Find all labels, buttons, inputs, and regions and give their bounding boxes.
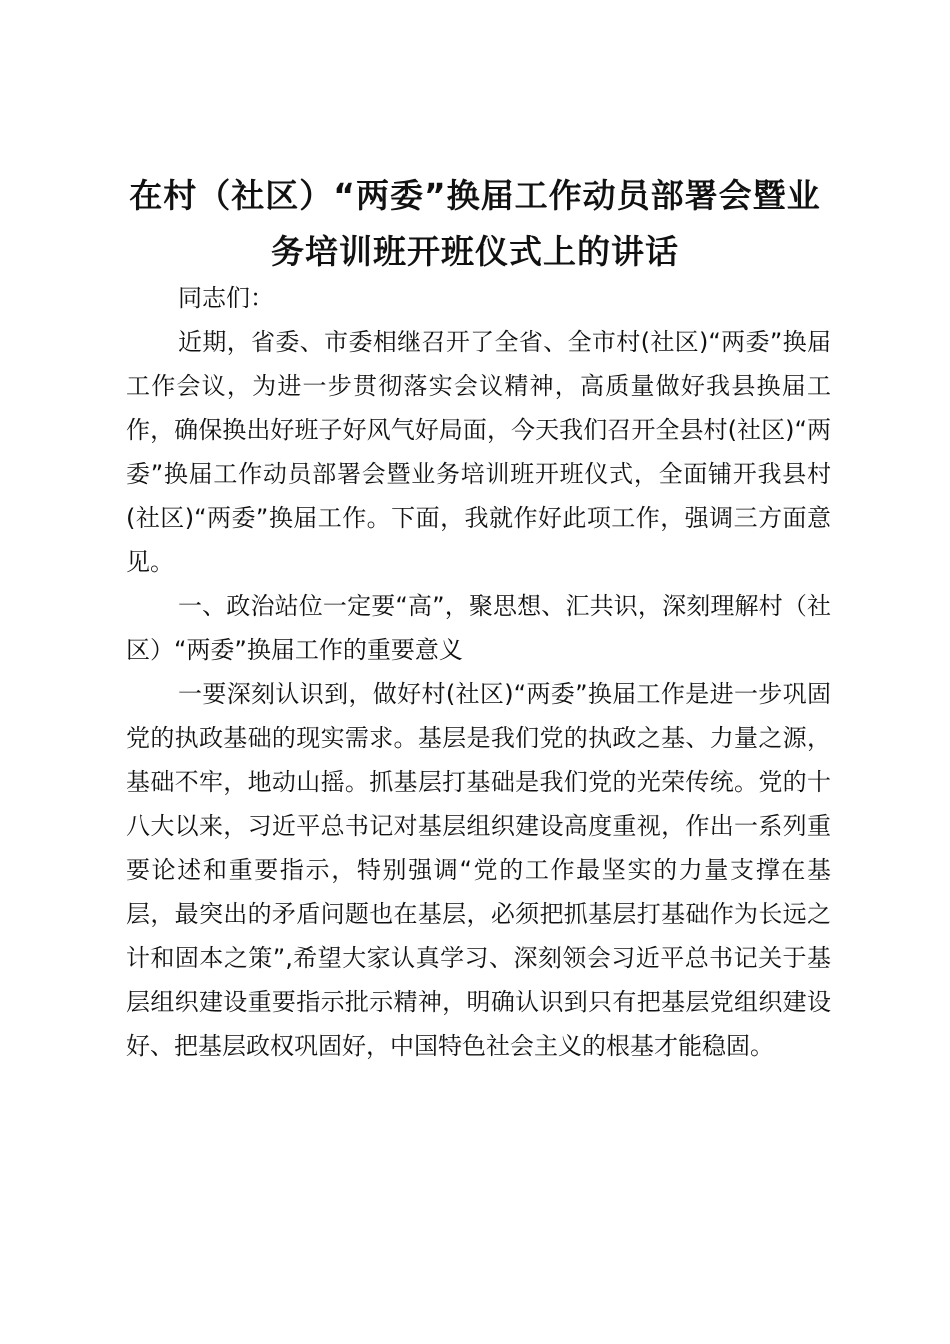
document-title: 在村（社区）“两委”换届工作动员部署会暨业务培训班开班仪式上的讲话 [129, 176, 821, 271]
section-heading-1: 一、政治站位一定要“高”，聚思想、汇共识，深刻理解村（社区）“两委”换届工作的重要意义 [126, 592, 831, 664]
paragraph-intro: 近期，省委、市委相继召开了全省、全市村(社区)“两委”换届工作会议，为进一步贯彻落实会议精神，高质量做好我县换届工作，确保换出好班子好风气好局面，今天我们召开全县村(社区)“两委”换届工作动员部署会暨业务培训班开班仪式，全面铺开我县村(社区)“两委”换届工作。下面，我就作好此项工作，强调三方面意见。 [126, 328, 831, 576]
paragraph-point-1: 一要深刻认识到，做好村(社区)“两委”换届工作是进一步巩固党的执政基础的现实需求。基层是我们党的执政之基、力量之源，基础不牢，地动山摇。抓基层打基础是我们党的光荣传统。党的十八大以来，习近平总书记对基层组织建设高度重视，作出一系列重要论述和重要指示，特别强调“党的工作最坚实的力量支撑在基层，最突出的矛盾问题也在基层，必须把抓基层打基础作为长远之计和固本之策”,希望大家认真学习、深刻领会习近平总书记关于基层组织建设重要指示批示精神，明确认识到只有把基层党组织建设好、把基层政权巩固好，中国特色社会主义的根基才能稳固。 [126, 680, 831, 1060]
salutation: 同志们： [178, 284, 274, 312]
document-body [126, 276, 831, 1068]
